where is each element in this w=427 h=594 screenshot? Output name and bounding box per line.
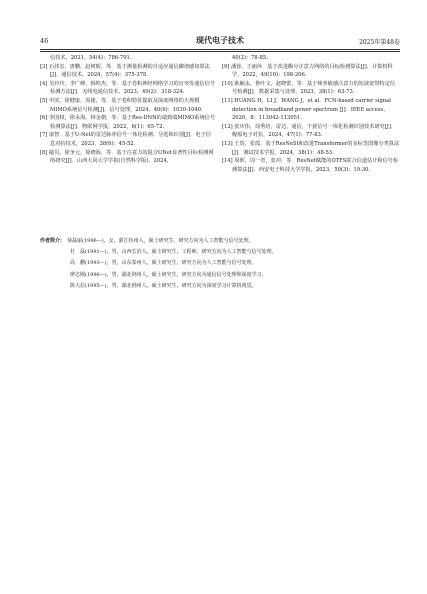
author-bio-text: 陈大拉(1995—)，男，湖北荆州人，硕士研究生，研究方向为深度学习计算机视觉。 bbox=[70, 282, 257, 289]
references-right-column bbox=[222, 54, 400, 174]
author-bio-row bbox=[40, 247, 400, 258]
reference-item: [9] 潘蓉，王丽萍．基于改进酶分注意力网络的目标检测算法[J]．计算机科学，2022，49(10)：198-206. bbox=[222, 63, 393, 79]
reference-item: [11] HUANG H，LI J，WANG J，et al．FCN-based carrier signal detection in broadband power spectrum [J]．IEEE access，2020，8：113042-113051. bbox=[222, 97, 391, 122]
reference-item: [5] 申滨，徐健康，周捷，等．基于卷积特征提取及深度网络的大规模MIMO系统信号检测[J]．信号处理，2024，40(6)：1030-1040. bbox=[40, 97, 203, 113]
reference-item: [8] 磁贝，徐争元，徐晓海，等．基于注意力的混合UNet显著性目标检测网络研究[J]．山西大同大学学报(自然科学版)，2024， bbox=[40, 149, 214, 165]
author-bio-row bbox=[40, 236, 400, 247]
issue-label: 2025年第48卷 bbox=[359, 39, 400, 46]
page-number: 46 bbox=[40, 37, 49, 45]
reference-item: [10] 耿娴永，鲁叶文，赵晓蕾，等．基于频率敏感注意力的短波宽带特定信号检测[J]．数据采集与处理，2023，38(1)：63-73. bbox=[222, 80, 396, 96]
reference-item: [12] 张庆伟，周秀培，雷达，通信，干扰信号一体化检测识别技术研究[J]．舰船电子对抗，2024，47(1)：77-83. bbox=[222, 123, 397, 139]
journal-title: 现代电子技术 bbox=[196, 36, 244, 45]
author-bio-row bbox=[40, 258, 400, 269]
author-bios-heading: 作者简介： bbox=[40, 238, 66, 244]
reference-item: [6] 李国权，徐永海，林金朝，等．基于Res-DNN的端到端MIMO系统信号检测算法[J]．物联网学报，2022，6(1)：65-72. bbox=[40, 115, 216, 130]
reference-item: 40(2)：78-85. bbox=[232, 55, 268, 61]
author-bio-text: 杜 磊(1991—)，男，山西长治人，硕士研究生，工程师，研究方向为人工智能与信号处理。 bbox=[70, 249, 277, 256]
header-rule bbox=[40, 49, 400, 50]
author-bio-text: 高 鹏(1993—)，男，山东泰州人，硕士研究生，研究方向为人工智能与信号处理。 bbox=[70, 260, 257, 267]
author-bio-text: 廖志刚(1996—)，男，湖北荆州人，硕士研究生，研究方向为通信信号处理和深度学习。 bbox=[70, 271, 267, 278]
reference-item: [13] 王贺，张霞．基于ResNeSt和改进Transformer的多标签图像分类算法[J]．测试技术学报，2024，38(1)：48-53. bbox=[222, 140, 400, 156]
reference-item: [4] 吴玲玲，李广峰，韩埠杰，等．基于卷积神经网络学习的盲突发通信信号检测方法[J]．无线电通信技术，2023，49(2)：318-324. bbox=[40, 80, 215, 96]
page-header bbox=[40, 34, 400, 47]
author-bios bbox=[40, 236, 400, 292]
references-left-column bbox=[40, 54, 216, 166]
author-bio-text: 恭磊丽(1996—)，女，浙江杭州人，硕士研究生，研究方向为人工智能与信号处理。 bbox=[67, 238, 254, 244]
reference-item: 信技术，2021，54(4)：786-791. bbox=[50, 55, 132, 61]
reference-item: [3] 石伟宏，唐鹏，赵树晖，等．基于测量检测的自适应通信脚谱感知算法[J]．通信技术，2024，57(4)：375-378. bbox=[40, 63, 210, 79]
reference-item: [7] 康智．基于U-Net的雷达脉冲信号一体化检测、分选和识别[J]．电子信息对抗技术，2023，38(6)：45-52. bbox=[40, 132, 211, 147]
header-rule-thin bbox=[40, 51, 400, 52]
reference-item: [14] 周晖，周一青，张冲，等．ResNet赋能的OTFS联合信道估计和信号检测算法[J]．西安电子科技大学学报，2023，50(3)：19-30. bbox=[222, 158, 399, 173]
author-bio-row bbox=[40, 270, 400, 281]
author-bio-row bbox=[40, 281, 400, 292]
